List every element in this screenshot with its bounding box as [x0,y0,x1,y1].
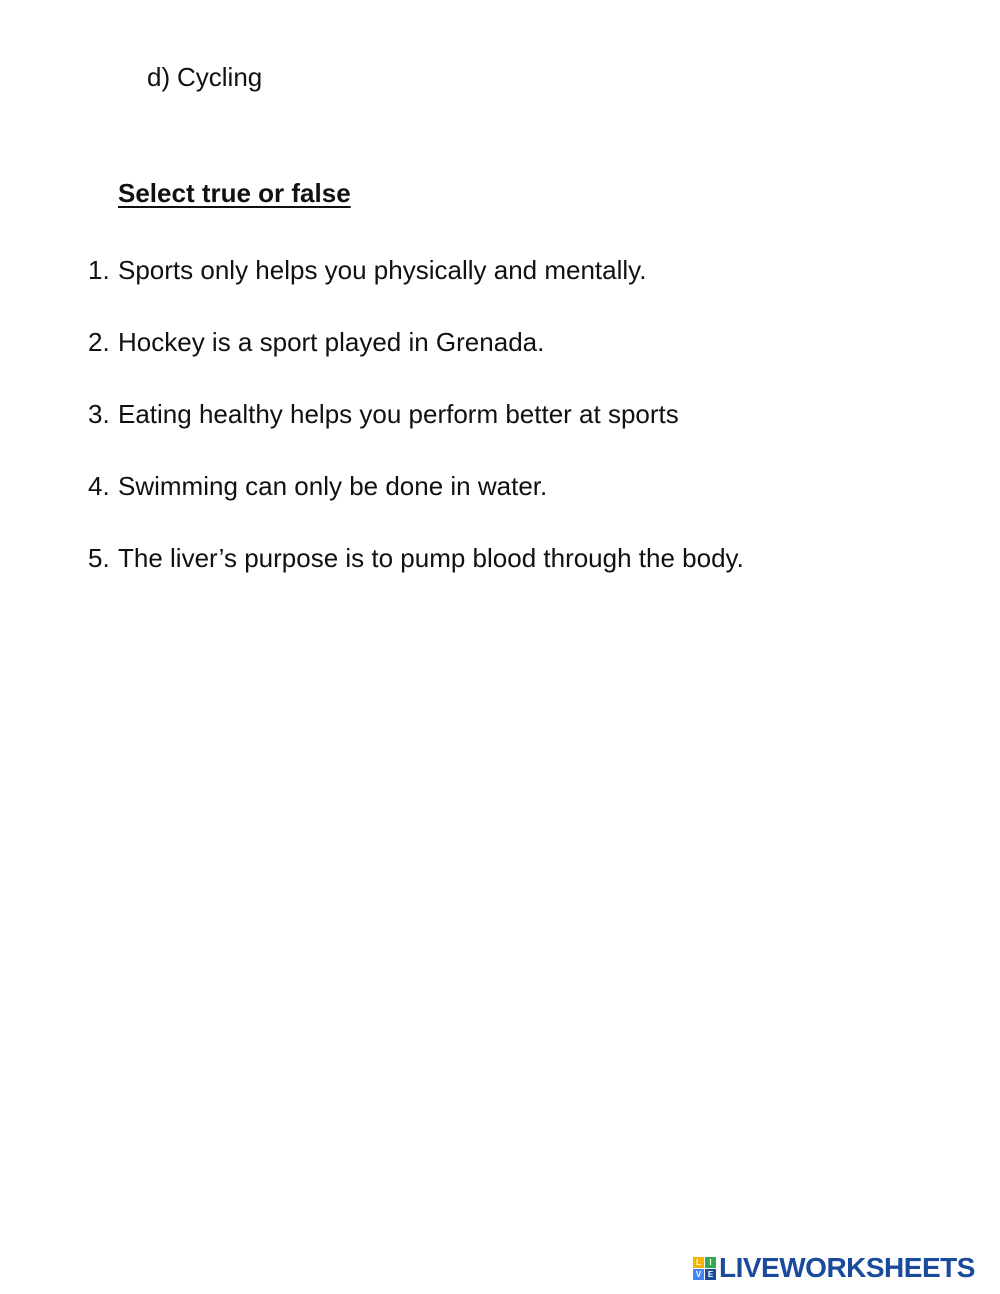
logo-tile: L [693,1257,704,1268]
answer-option-d [147,60,262,94]
question-text: Eating healthy helps you perform better at sports [118,399,679,429]
question-number: 4. [88,471,110,501]
option-text: Cycling [177,62,263,92]
liveworksheets-logo-icon [693,1257,716,1280]
question-text: Sports only helps you physically and mentally. [118,255,647,285]
logo-tile: E [705,1269,716,1280]
question-text: Hockey is a sport played in Grenada. [118,327,545,357]
logo-tile: I [705,1257,716,1268]
question-number: 2. [88,327,110,357]
question-list [88,253,744,613]
option-letter: d) [147,62,171,92]
logo-tile: V [693,1269,704,1280]
question-number: 1. [88,255,110,285]
question-item [88,541,744,613]
liveworksheets-logo [693,1252,975,1284]
question-number: 5. [88,543,110,573]
question-item [88,325,744,397]
question-text: The liver’s purpose is to pump blood through the body. [118,543,744,573]
brand-name: LIVEWORKSHEETS [719,1252,975,1283]
question-item [88,469,744,541]
question-item [88,253,744,325]
question-text: Swimming can only be done in water. [118,471,548,501]
section-heading: Select true or false [118,178,351,208]
question-item [88,397,744,469]
question-number: 3. [88,399,110,429]
